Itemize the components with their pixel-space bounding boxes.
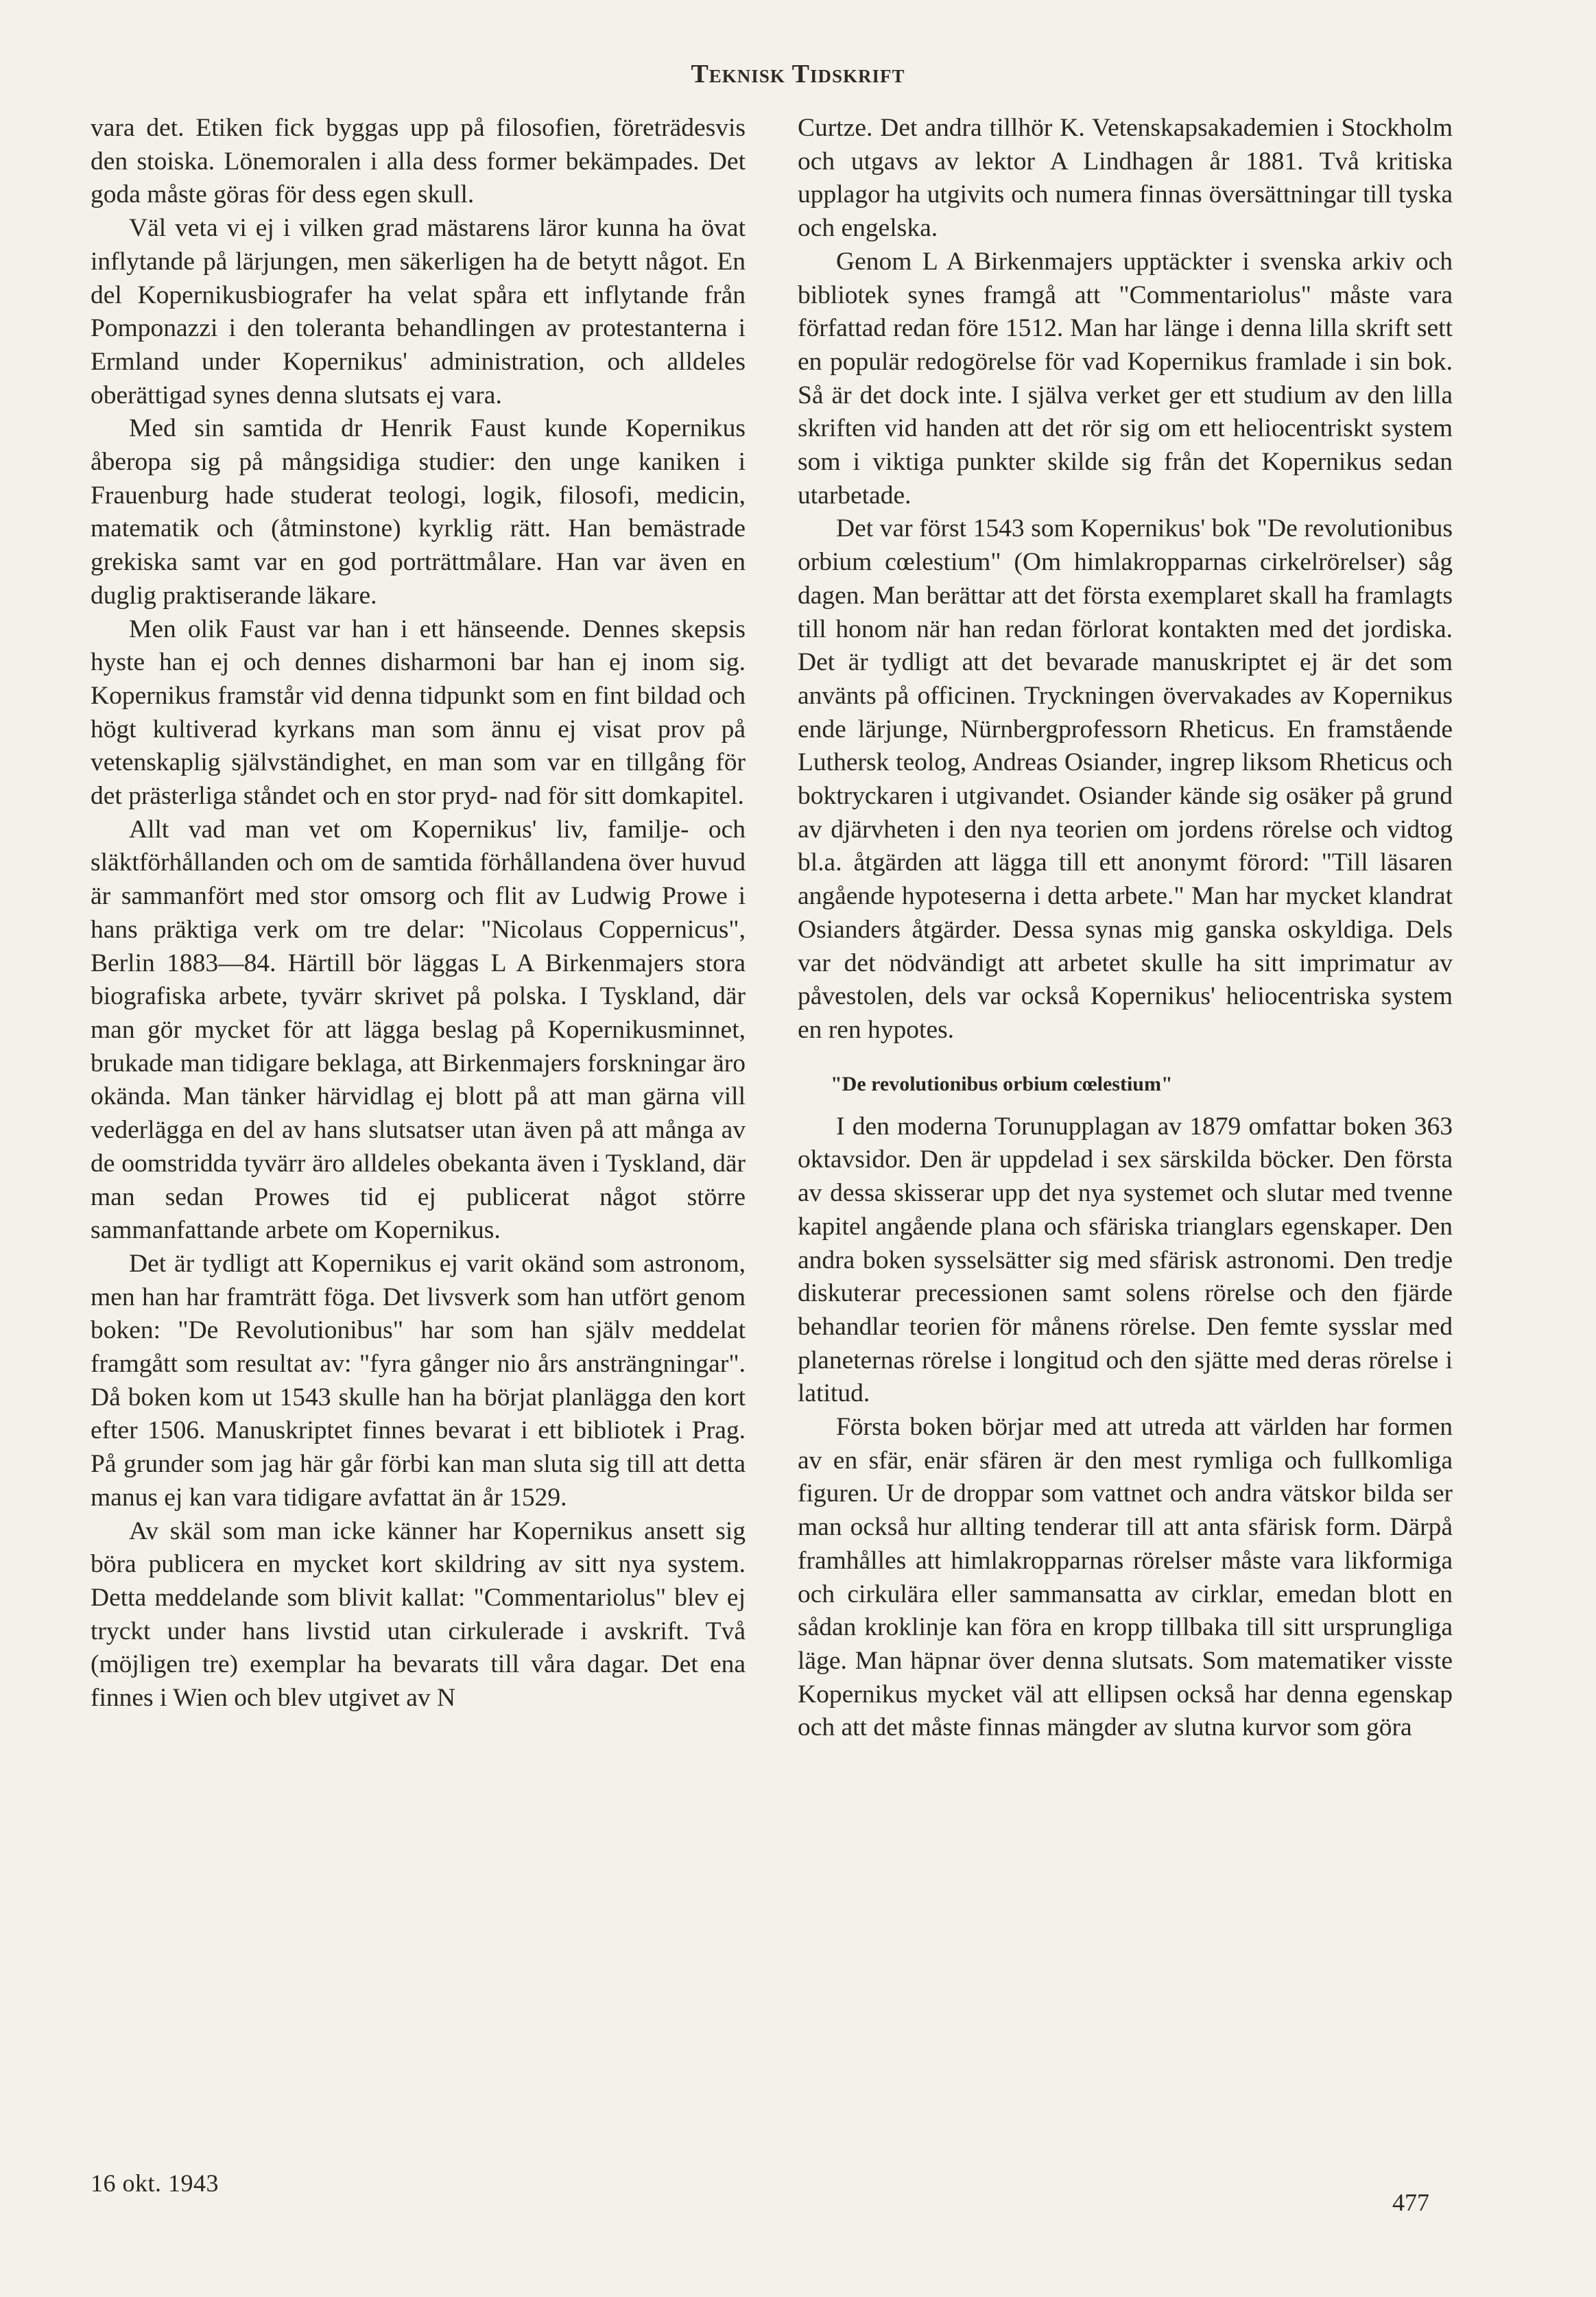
paragraph: Allt vad man vet om Kopernikus' liv, familje- och släktförhållanden och om de samtida förhållandena över huvud är sammanfört med stor omsorg och flit av Ludwig Prowe i hans präktiga verk om tre delar: "Nicolaus Coppernicus", Berlin 1883—84. Härtill bör läggas L A Birkenmajers stora biografiska arbete, tyvärr skrivet på polska. I Tyskland, där man gör mycket för att lägga beslag på Kopernikusminnet, brukade man tidigare beklaga, att Birkenmajers forskningar äro okända. Man tänker härvidlag ej blott på att man gärna vill vederlägga en del av hans slutsatser utan även på att många av de oomstridda tyvärr äro alldeles obekanta även i Tyskland, där man sedan Prowes tid ej publicerat något större sammanfattande arbete om Kopernikus. (91, 815, 746, 1245)
paragraph: Genom L A Birkenmajers upptäckter i svenska arkiv och bibliotek synes framgå att "Commentariolus" måste vara författad redan före 1512. Man har länge i denna lilla skrift sett en populär redogörelse för vad Kopernikus framlade i sin bok. Så är det dock inte. I själva verket ger ett studium av den lilla skriften vid handen att det rör sig om ett heliocentriskt system som i viktiga punkter skilde sig från det Kopernikus sedan utarbetade. (798, 247, 1453, 510)
paragraph: Det var först 1543 som Kopernikus' bok "De revolutionibus orbium cœlestium" (Om himlakropparnas cirkelrörelser) såg dagen. Man berättar att det första exemplaret skall ha framlagts till honom när han redan förlorat kontakten med det jordiska. Det är tydligt att det bevarade manuskriptet ej är det som använts på officinen. Tryckningen övervakades av Kopernikus ende lärjunge, Nürnbergprofessorn Rheticus. En framstående Luthersk teolog, Andreas Osiander, ingrep liksom Rheticus och boktryckaren i utgivandet. Osiander kände sig osäker på grund av djärvheten i den nya teorien om jordens rörelse och vidtog bl.a. åtgärden att lägga till ett anonymt förord: "Till läsaren angående hypoteserna i detta arbete." Man har mycket klandrat Osianders åtgärder. Dessa synas mig ganska oskyldiga. Dels var det nödvändigt att arbetet skulle ha sitt imprimatur av påvestolen, dels var också Kopernikus' heliocentriska system en ren hypotes. (798, 514, 1453, 1044)
paragraph: I den moderna Torunupplagan av 1879 omfattar boken 363 oktavsidor. Den är uppdelad i sex särskilda böcker. Den första av dessa skisserar upp det nya systemet och slutar med tvenne kapitel angående plana och sfäriska trianglars egenskaper. Den andra boken sysselsätter sig med sfärisk astronomi. Den tredje diskuterar precessionen samt solens rörelse och den fjärde behandlar teorien för månens rörelse. Den femte sysslar med planeternas rörelse i longitud och den sjätte med deras rörelse i latitud. (798, 1112, 1453, 1408)
paragraph: Men olik Faust var han i ett hänseende. Dennes skepsis hyste han ej och dennes disharmoni bar han ej inom sig. Kopernikus framstår vid denna tidpunkt som en fint bildad och högt kultiverad kyrkans man som ännu ej visat prov på vetenskaplig självständighet, en man som var en tillgång för det prästerliga ståndet och en stor pryd- nad för sitt domkapitel. (91, 615, 746, 811)
journal-header: Teknisk Tidskrift (691, 60, 905, 88)
right-column (798, 112, 1453, 1745)
paragraph: Av skäl som man icke känner har Kopernikus ansett sig böra publicera en mycket kort skildring av sitt nya system. Detta meddelande som blivit kallat: "Commentariolus" blev ej tryckt under hans livstid utan cirkulerade i avskrift. Två (möjligen tre) exemplar ha bevarats till våra dagar. Det ena finnes i Wien och blev utgivet av N (91, 1516, 746, 1713)
paragraph: Med sin samtida dr Henrik Faust kunde Kopernikus åberopa sig på mångsidiga studier: den unge kaniken i Frauenburg hade studerat teologi, logik, filosofi, medicin, matematik och (åtminstone) kyrklig rätt. Han bemästrade grekiska samt var en god porträttmålare. Han var även en duglig praktiserande läkare. (91, 414, 746, 610)
issue-date: 16 okt. 1943 (91, 2169, 219, 2197)
paragraph: Första boken börjar med att utreda att världen har formen av en sfär, enär sfären är den mest rymliga och fullkomliga figuren. Ur de droppar som vattnet och andra vätskor bilda ser man också hur allting tenderar till att anta sfärisk form. Därpå framhålles att himlakropparnas rörelser måste vara likformiga och cirkulära eller sammansatta av cirklar, emedan blott en sådan kroklinje kan föra en kropp tillbaka till sitt ursprungliga läge. Man häpnar över denna slutsats. Som matematiker visste Kopernikus mycket väl att ellipsen också har denna egenskap och att det måste finnas mängder av slutna kurvor som göra (798, 1413, 1453, 1742)
paragraph: Det är tydligt att Kopernikus ej varit okänd som astronom, men han har framträtt föga. Det livsverk som han utfört genom boken: "De Revolutionibus" har som han själv meddelat framgått som resultat av: "fyra gånger nio års ansträngningar". Då boken kom ut 1543 skulle han ha börjat planlägga den kort efter 1506. Manuskriptet finnes bevarat i ett bibliotek i Prag. På grunder som jag här går förbi kan man sluta sig till att detta manus ej kan vara tidigare avfattat än år 1529. (91, 1249, 746, 1512)
section-heading: "De revolutionibus orbium cœlestium" (831, 1072, 1173, 1095)
page-number: 477 (1392, 2189, 1429, 2216)
paragraph: Väl veta vi ej i vilken grad mästarens läror kunna ha övat inflytande på lärjungen, men säkerligen ha de betytt något. En del Kopernikusbiografer ha velat spåra ett inflytande från Pomponazzi i den toleranta behandlingen av protestanterna i Ermland under Kopernikus' administration, och alldeles oberättigad synes denna slutsats ej vara. (91, 214, 746, 409)
paragraph: Curtze. Det andra tillhör K. Vetenskapsakademien i Stockholm och utgavs av lektor A Lindhagen år 1881. Två kritiska upplagor ha utgivits och numera finnas översättningar till tyska och engelska. (798, 114, 1453, 243)
left-column (91, 112, 746, 1715)
paragraph: vara det. Etiken fick byggas upp på filosofien, företrädesvis den stoiska. Lönemoralen i alla dess former bekämpades. Det goda måste göras för dess egen skull. (91, 114, 746, 209)
